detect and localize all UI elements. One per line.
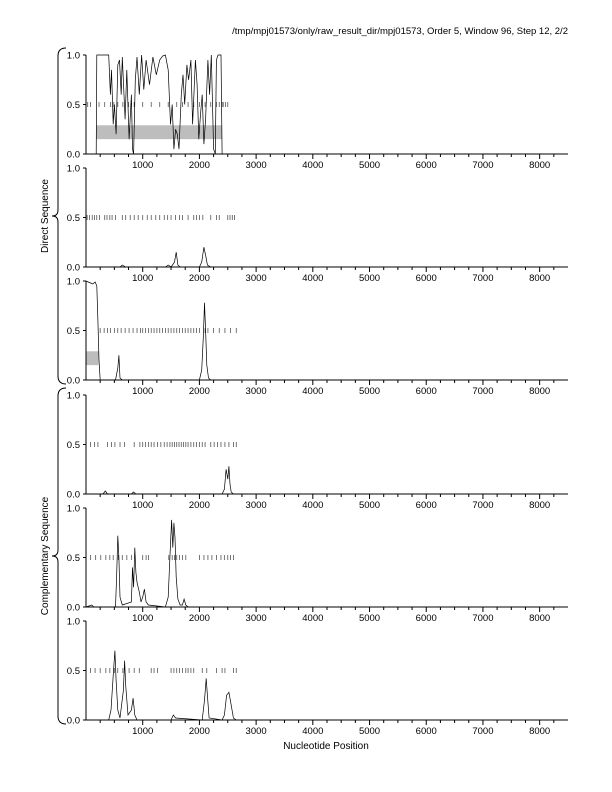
panel-2-xtick-label: 3000 [245, 273, 267, 284]
panel-6-xtick-label: 1000 [132, 726, 154, 737]
panel-4-xtick-label: 6000 [415, 500, 437, 511]
panel-5-xtick-label: 2000 [188, 613, 210, 624]
panel-6-xtick-label: 5000 [358, 726, 381, 737]
direct-sequence-label: Direct Sequence [40, 179, 51, 253]
panel-3-xtick-label: 8000 [529, 386, 551, 397]
panel-4-xtick-label: 3000 [245, 500, 267, 511]
panel-2-series-line [86, 247, 568, 267]
panel-2 [67, 164, 568, 285]
x-axis-label: Nucleotide Position [283, 741, 369, 752]
panel-5-ytick-label: 1.0 [66, 503, 80, 515]
panel-4-xtick-label: 5000 [358, 500, 381, 511]
panel-3-xtick-label: 4000 [302, 386, 324, 397]
panel-1 [67, 51, 568, 172]
panel-3-band [86, 351, 98, 365]
panel-2-ytick-label: 0.5 [66, 213, 80, 224]
panel-4-xtick-label: 7000 [472, 500, 494, 511]
panel-2-xtick-label: 7000 [472, 273, 494, 284]
panel-4-xtick-label: 4000 [302, 500, 324, 511]
panel-4-xtick-label: 8000 [529, 500, 551, 511]
panel-5-series-line [86, 520, 568, 607]
panel-2-xtick-label: 1000 [132, 273, 154, 284]
panel-6-ytick-label: 1.0 [66, 616, 80, 628]
complementary-brace [52, 388, 66, 724]
panel-6-xtick-label: 6000 [415, 726, 437, 737]
panel-6-ytick-label: 0.0 [66, 715, 80, 727]
panel-3-series-line [86, 281, 568, 380]
panel-5-xtick-label: 5000 [358, 613, 381, 624]
panel-4-ytick-label: 0.0 [66, 489, 80, 501]
panel-2-xtick-label: 2000 [188, 273, 210, 284]
panel-1-xtick-label: 1000 [132, 160, 154, 171]
panel-3-ytick-label: 0.0 [66, 375, 80, 387]
direct-brace [52, 48, 66, 384]
panel-3-xtick-label: 6000 [415, 386, 437, 397]
panel-3-ytick-label: 0.5 [66, 326, 80, 337]
panel-5-xtick-label: 4000 [302, 613, 324, 624]
panel-3-ytick-label: 1.0 [66, 276, 80, 288]
group-labels [40, 48, 66, 724]
panel-2-ytick-label: 1.0 [66, 163, 80, 175]
panel-1-ytick-label: 0.0 [66, 149, 80, 161]
panel-3 [67, 277, 568, 398]
panel-4-ytick-label: 1.0 [66, 390, 80, 402]
panel-4 [67, 391, 568, 512]
panel-4-xtick-label: 1000 [132, 500, 154, 511]
figure-header: /tmp/mpj01573/only/raw_result_dir/mpj01573, Order 5, Window 96, Step 12, 2/2 [232, 26, 568, 37]
panel-6-xtick-label: 4000 [302, 726, 324, 737]
panel-6 [67, 617, 568, 738]
panel-1-xtick-label: 6000 [415, 160, 437, 171]
panel-5-xtick-label: 3000 [245, 613, 267, 624]
panel-6-ytick-label: 0.5 [66, 666, 80, 677]
panel-2-xtick-label: 4000 [302, 273, 324, 284]
panel-6-xtick-label: 2000 [188, 726, 210, 737]
panel-1-xtick-label: 5000 [358, 160, 381, 171]
panel-4-xtick-label: 2000 [188, 500, 210, 511]
panel-1-xtick-label: 7000 [472, 160, 494, 171]
panel-6-xtick-label: 7000 [472, 726, 494, 737]
panel-5-ytick-label: 0.0 [66, 602, 80, 614]
panel-2-ytick-label: 0.0 [66, 262, 80, 274]
panel-3-xtick-label: 3000 [245, 386, 267, 397]
panel-5-xtick-label: 8000 [529, 613, 551, 624]
panel-6-xtick-label: 8000 [529, 726, 551, 737]
panel-4-series-line [86, 466, 568, 494]
panel-1-xtick-label: 4000 [302, 160, 324, 171]
panel-1-xtick-label: 8000 [529, 160, 551, 171]
panel-6-xtick-label: 3000 [245, 726, 267, 737]
panel-1-ytick-label: 0.5 [66, 100, 80, 111]
panel-5-xtick-label: 7000 [472, 613, 494, 624]
panel-4-ytick-label: 0.5 [66, 440, 80, 451]
panel-1-ytick-label: 1.0 [66, 50, 80, 62]
panel-5-ytick-label: 0.5 [66, 553, 80, 564]
complementary-sequence-label: Complementary Sequence [40, 496, 51, 616]
panel-5 [67, 504, 568, 625]
panel-3-xtick-label: 2000 [188, 386, 210, 397]
panel-3-xtick-label: 1000 [132, 386, 154, 397]
panel-2-xtick-label: 8000 [529, 273, 551, 284]
panel-2-xtick-label: 5000 [358, 273, 381, 284]
panel-3-xtick-label: 5000 [358, 386, 381, 397]
panels-group [67, 51, 568, 738]
panel-3-xtick-label: 7000 [472, 386, 494, 397]
panel-2-xtick-label: 6000 [415, 273, 437, 284]
panel-5-xtick-label: 1000 [132, 613, 154, 624]
panel-5-xtick-label: 6000 [415, 613, 437, 624]
panel-1-xtick-label: 3000 [245, 160, 267, 171]
panel-6-series-line [86, 651, 568, 720]
panel-1-xtick-label: 2000 [188, 160, 210, 171]
